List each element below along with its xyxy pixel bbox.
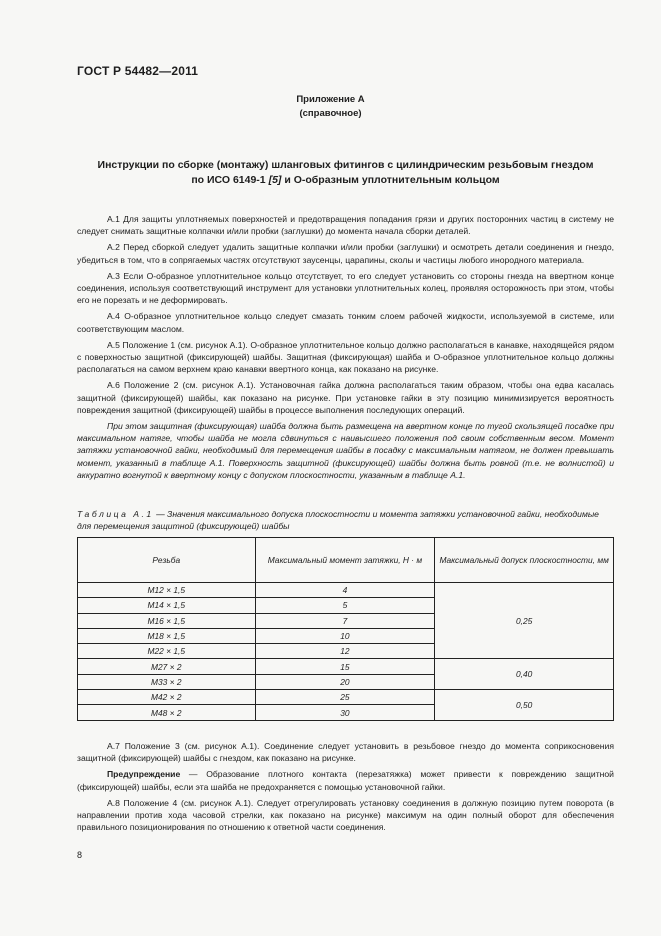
cell-thread: M18 × 1,5 <box>78 628 256 643</box>
cell-flatness: 0,50 <box>435 690 614 721</box>
warning-paragraph <box>77 768 614 792</box>
header-flatness: Максимальный допуск плоскостности, мм <box>435 538 614 583</box>
cell-torque: 15 <box>255 659 435 674</box>
appendix-type: (справочное) <box>299 108 362 119</box>
header-thread: Резьба <box>78 538 256 583</box>
cell-torque: 7 <box>255 613 435 628</box>
title-line-2 <box>77 173 614 188</box>
cell-thread: M22 × 1,5 <box>78 644 256 659</box>
warning-text: — Образование плотного контакта (перезатяжка) может привести к повреждению защитной (фиксирующей) шайбы, если эта шайба не предохраняется с помощью установочной гайки. <box>77 769 614 792</box>
cell-torque: 5 <box>255 598 435 613</box>
instructions-body <box>77 213 614 485</box>
page-number: 8 <box>77 850 83 860</box>
standard-number: ГОСТ Р 54482—2011 <box>77 64 199 78</box>
paragraph-a1: А.1 Для защиты уплотняемых поверхностей и предотвращения попадания грязи и других посторонних частиц в систему не следует снимать защитные колпачки и/или пробки (заглушки) до момента начала сборки деталей. <box>77 214 614 237</box>
cell-flatness: 0,25 <box>435 583 614 659</box>
cell-thread: M42 × 2 <box>78 690 256 705</box>
cell-torque: 4 <box>255 583 435 598</box>
paragraph-a3: А.3 Если О-образное уплотнительное кольцо отсутствует, то его следует установить со стороны гнезда на ввертном конце соединения, используя соответствующий инструмент для установки уплотнительных колец, проявляя осторожность при этом, чтобы его не порезать и не деформировать. <box>77 270 614 306</box>
paragraph-a2: А.2 Перед сборкой следует удалить защитные колпачки и/или пробки (заглушки) и осмотреть детали соединения и гнездо, убедиться в том, что в сопрягаемых частях отсутствуют заусенцы, царапины, сколы и частицы любого инородного материала. <box>77 242 614 265</box>
table-caption-label: Таблица А.1 <box>77 509 154 519</box>
paragraph-a8: А.8 Положение 4 (см. рисунок А.1). Следует отрегулировать установку соединения в должную позицию путем поворота (в направлении против хода часовой стрелки, как показано на рисунке) максимум на один полный оборот для обеспечения правильного позиционирования по отношению к ответной части соединения. <box>77 797 614 833</box>
table-row <box>78 583 614 598</box>
cell-thread: M27 × 2 <box>78 659 256 674</box>
table-row <box>78 690 614 705</box>
table-caption <box>77 508 614 532</box>
instructions-continued <box>77 740 614 837</box>
cell-torque: 10 <box>255 628 435 643</box>
paragraph-a7: А.7 Положение 3 (см. рисунок А.1). Соединение следует установить в резьбовое гнездо до момента соприкосновения защитной (фиксирующей) шайбы с гнездом, как показано на рисунке. <box>77 741 614 764</box>
cell-thread: M33 × 2 <box>78 674 256 689</box>
title-line-2-end: и О-образным уплотнительным кольцом <box>281 174 500 186</box>
warning-label: Предупреждение <box>107 769 181 780</box>
header-torque: Максимальный момент затяжки, Н · м <box>255 538 435 583</box>
cell-torque: 20 <box>255 674 435 689</box>
appendix-label: Приложение А <box>296 94 365 105</box>
document-title <box>77 158 614 188</box>
cell-flatness: 0,40 <box>435 659 614 690</box>
appendix-heading <box>0 93 661 121</box>
paragraph-a5: А.5 Положение 1 (см. рисунок А.1). О-образное уплотнительное кольцо должно располагаться в канавке, находящейся рядом с поверхностью защитной (фиксирующей) шайбы. Защитная (фиксирующая) шайба и О-образное уплотнительное кольцо должны располагаться на самом верхнем краю канавки ввертного конца, как показано на рисунке. <box>77 339 614 375</box>
table-row <box>78 659 614 674</box>
cell-thread: M12 × 1,5 <box>78 583 256 598</box>
tolerance-table <box>77 537 614 721</box>
cell-thread: M14 × 1,5 <box>78 598 256 613</box>
title-line-1: Инструкции по сборке (монтажу) шланговых фитингов с цилиндрическим резьбовым гнездом <box>97 159 594 171</box>
table-header-row <box>78 538 614 583</box>
cell-torque: 25 <box>255 690 435 705</box>
cell-thread: M48 × 2 <box>78 705 256 720</box>
cell-thread: M16 × 1,5 <box>78 613 256 628</box>
paragraph-a6: А.6 Положение 2 (см. рисунок А.1). Установочная гайка должна располагаться таким образом, чтобы она едва касалась защитной (фиксирующей) шайбы, как показано на рисунке. При установке гайки в эту позицию минимизируется вероятность повреждения защитной (фиксирующей) шайбы в процессе выполнения последующих операций. <box>77 380 614 415</box>
title-line-2-start: по ИСО 6149-1 <box>191 174 269 186</box>
title-reference: [5] <box>268 174 282 186</box>
paragraph-a4: А.4 О-образное уплотнительное кольцо следует смазать тонким слоем рабочей жидкости, используемой в системе, или соответствующим маслом. <box>77 311 614 334</box>
cell-torque: 30 <box>255 705 435 720</box>
cell-torque: 12 <box>255 644 435 659</box>
table-caption-text: — Значения максимального допуска плоскостности и момента затяжки установочной гайки, необходимые для перемещения защитной (фиксирующей) шайбы <box>77 509 599 532</box>
paragraph-washer-note: При этом защитная (фиксирующая) шайба должна быть размещена на ввертном конце по тугой скользящей посадке при максимальном натяге, чтобы шайба не могла сдвинуться с наивысшего положения под своим собственным весом. Момент затяжки установочной гайки, необходимый для перемещения шайбы в посадку с максимальным натягом, не должен превышать момент, указанный в таблице А.1. Поверхность защитной (фиксирующей) шайбы должна быть ровной (т.е. не волнистой) и аккуратно вогнутой к ввертному концу с допуском плоскостности, указанным в таблице А.1. <box>77 421 614 480</box>
